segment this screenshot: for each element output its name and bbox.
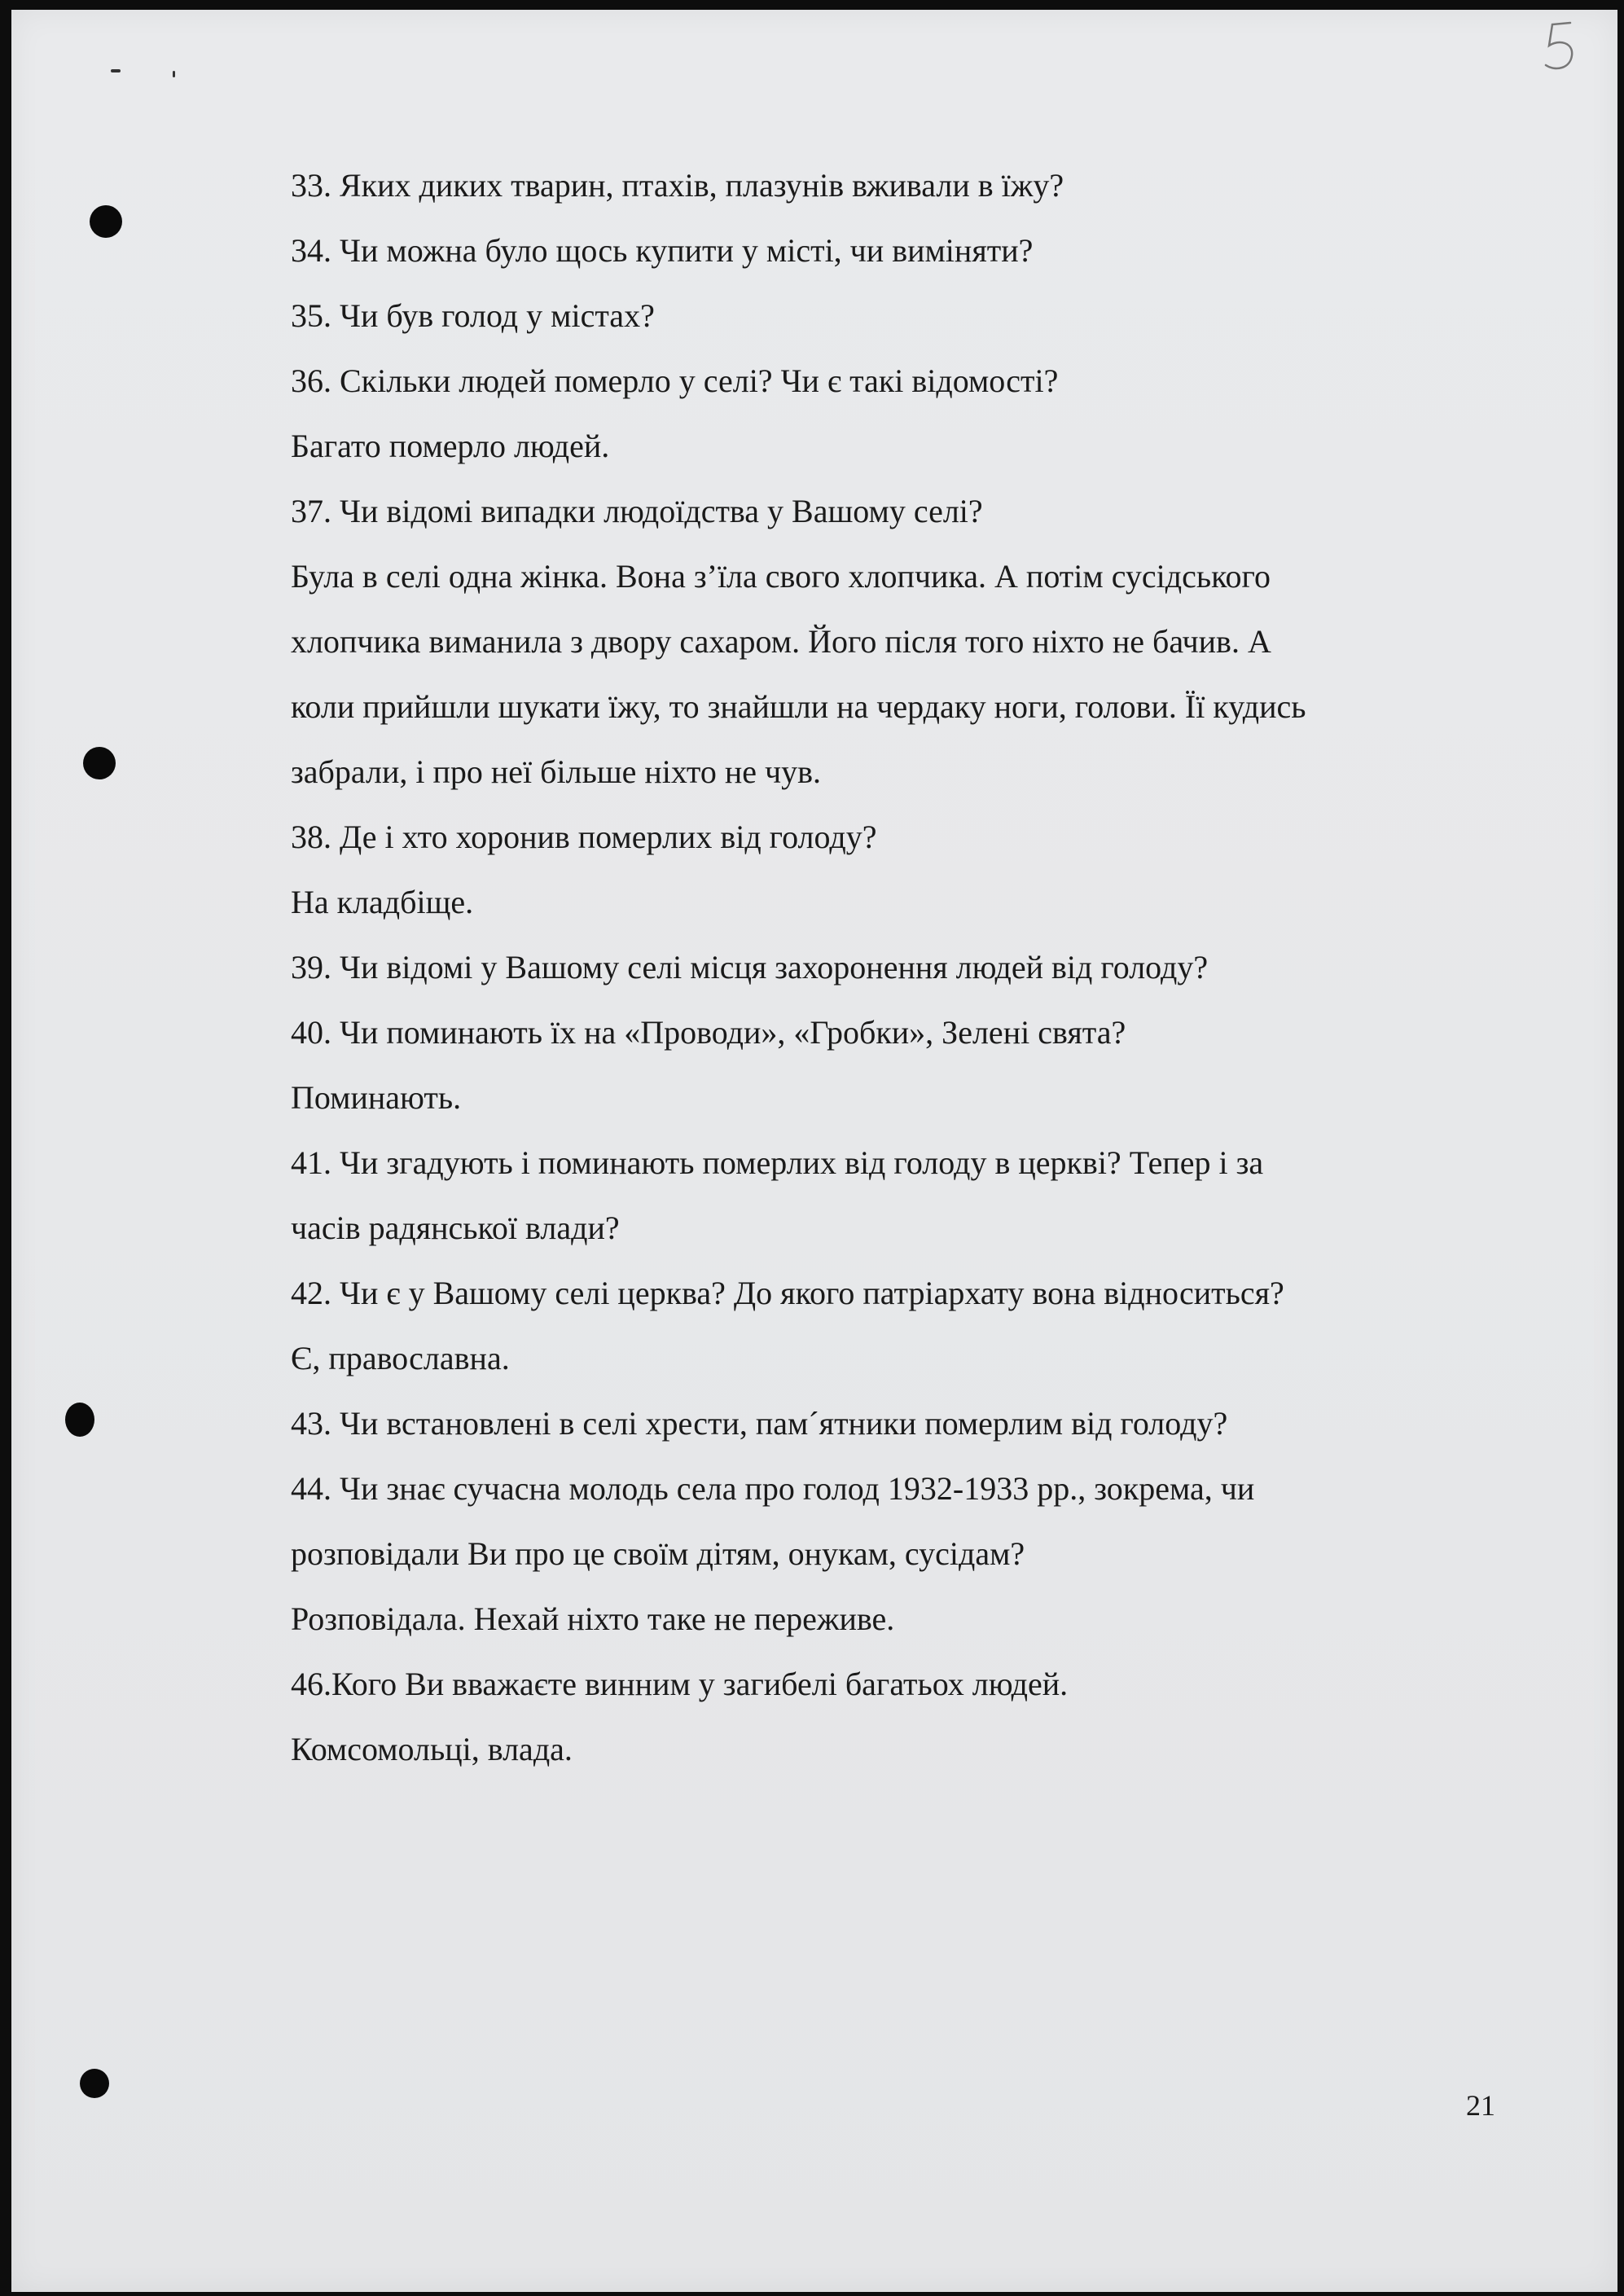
text-line: забрали, і про неї більше ніхто не чув. — [291, 753, 822, 790]
text-line: 40. Чи поминають їх на «Проводи», «Гробки», Зелені свята? — [291, 1014, 1126, 1051]
text-line: Була в селі одна жінка. Вона з’їла свого хлопчика. А потім сусідського — [291, 558, 1271, 595]
text-line: 41. Чи згадують і поминають померлих від голоду в церкві? Тепер і за — [291, 1144, 1264, 1181]
text-line: коли прийшли шукати їжу, то знайшли на чердаку ноги, голови. Її кудись — [291, 688, 1306, 725]
ink-speck — [111, 69, 121, 72]
text-line: 36. Скільки людей померло у селі? Чи є такі відомості? — [291, 362, 1059, 399]
punch-hole — [90, 205, 122, 238]
text-line: 39. Чи відомі у Вашому селі місця захоронення людей від голоду? — [291, 949, 1209, 986]
text-line: Розповідала. Нехай ніхто таке не переживе. — [291, 1600, 895, 1637]
page-number: 21 — [1466, 2089, 1495, 2122]
text-line: Поминають. — [291, 1079, 462, 1116]
document-text — [291, 153, 1512, 1782]
punch-hole — [80, 2069, 109, 2098]
handwritten-five-glyph — [1538, 15, 1587, 80]
punch-hole — [83, 747, 116, 779]
text-line: хлопчика виманила з двору сахаром. Його після того ніхто не бачив. А — [291, 623, 1271, 660]
text-line: 37. Чи відомі випадки людоїдства у Вашому селі? — [291, 493, 983, 529]
text-line: 38. Де і хто хоронив померлих від голоду? — [291, 819, 877, 855]
handwritten-sheet-number — [1538, 15, 1587, 80]
ink-speck — [173, 71, 175, 77]
text-line: 42. Чи є у Вашому селі церква? До якого патріархату вона відноситься? — [291, 1275, 1284, 1311]
text-line: На кладбіще. — [291, 884, 474, 920]
text-line: часів радянської влади? — [291, 1209, 620, 1246]
text-line: 35. Чи був голод у містах? — [291, 297, 655, 334]
text-line: 33. Яких диких тварин, птахів, плазунів вживали в їжу? — [291, 167, 1064, 204]
punch-hole — [65, 1403, 94, 1437]
text-line: 44. Чи знає сучасна молодь села про голод 1932-1933 рр., зокрема, чи — [291, 1470, 1255, 1507]
text-line: Комсомольці, влада. — [291, 1731, 573, 1767]
text-line: Багато померло людей. — [291, 428, 610, 464]
text-line: 46.Кого Ви вважаєте винним у загибелі багатьох людей. — [291, 1666, 1069, 1702]
text-line: 43. Чи встановлені в селі хрести, пам´ятники померлим від голоду? — [291, 1405, 1228, 1442]
text-line: розповідали Ви про це своїм дітям, онукам, сусідам? — [291, 1535, 1025, 1572]
text-line: 34. Чи можна було щось купити у місті, чи виміняти? — [291, 232, 1034, 269]
text-line: Є, православна. — [291, 1340, 510, 1376]
